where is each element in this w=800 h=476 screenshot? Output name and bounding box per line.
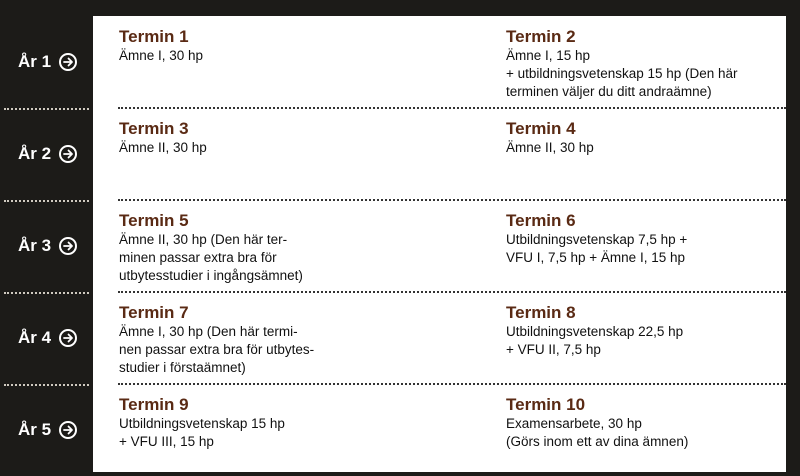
term-description: Examensarbete, 30 hp (Görs inom ett av dina ämnen) — [506, 416, 689, 449]
year-row — [93, 200, 786, 292]
term-title: Termin 10 — [506, 395, 586, 414]
term-description: Ämne II, 30 hp (Den här ter- minen passar extra bra för utbytesstudier i ingångsämnet) — [119, 232, 303, 283]
term-block — [119, 26, 419, 65]
term-block — [119, 302, 419, 377]
year-1-link[interactable] — [0, 16, 93, 108]
year-4-link[interactable] — [0, 292, 93, 384]
term-title: Termin 3 — [119, 119, 189, 138]
term-block — [119, 394, 419, 451]
term-title: Termin 1 — [119, 27, 189, 46]
term-title: Termin 2 — [506, 27, 576, 46]
year-label: År 3 — [18, 236, 52, 255]
year-row — [93, 384, 786, 476]
term-description: Ämne I, 15 hp + utbildningsvetenskap 15 hp (Den här terminen väljer du ditt andraämne) — [506, 48, 738, 99]
year-label: År 2 — [18, 144, 52, 163]
term-block — [506, 302, 776, 359]
term-block — [506, 26, 776, 101]
term-title: Termin 6 — [506, 211, 576, 230]
year-row — [93, 108, 786, 200]
term-block — [506, 394, 776, 451]
year-2-link[interactable] — [0, 108, 93, 200]
year-label: År 4 — [18, 328, 52, 347]
term-description: Utbildningsvetenskap 7,5 hp + VFU I, 7,5 hp + Ämne I, 15 hp — [506, 232, 688, 265]
term-title: Termin 9 — [119, 395, 189, 414]
term-block — [119, 118, 419, 157]
year-3-link[interactable] — [0, 200, 93, 292]
term-description: Utbildningsvetenskap 22,5 hp + VFU II, 7,5 hp — [506, 324, 684, 357]
year-row — [93, 16, 786, 108]
term-description: Ämne I, 30 hp (Den här termi- nen passar extra bra för utbytes- studier i förstaämnet) — [119, 324, 315, 375]
term-block — [506, 118, 776, 157]
year-label: År 5 — [18, 420, 52, 439]
term-block — [119, 210, 419, 285]
arrow-right-circle-icon — [59, 53, 77, 71]
term-title: Termin 7 — [119, 303, 189, 322]
arrow-right-circle-icon — [59, 421, 77, 439]
arrow-right-circle-icon — [59, 329, 77, 347]
term-title: Termin 8 — [506, 303, 576, 322]
term-description: Ämne I, 30 hp — [119, 48, 204, 63]
year-label: År 1 — [18, 52, 52, 71]
term-description: Ämne II, 30 hp — [119, 140, 207, 155]
term-title: Termin 5 — [119, 211, 189, 230]
arrow-right-circle-icon — [59, 145, 77, 163]
year-row — [93, 292, 786, 384]
term-description: Ämne II, 30 hp — [506, 140, 594, 155]
year-column — [0, 0, 93, 475]
term-description: Utbildningsvetenskap 15 hp + VFU III, 15 hp — [119, 416, 285, 449]
study-plan-panel — [93, 16, 786, 472]
year-5-link[interactable] — [0, 384, 93, 476]
term-block — [506, 210, 776, 267]
term-title: Termin 4 — [506, 119, 576, 138]
arrow-right-circle-icon — [59, 237, 77, 255]
